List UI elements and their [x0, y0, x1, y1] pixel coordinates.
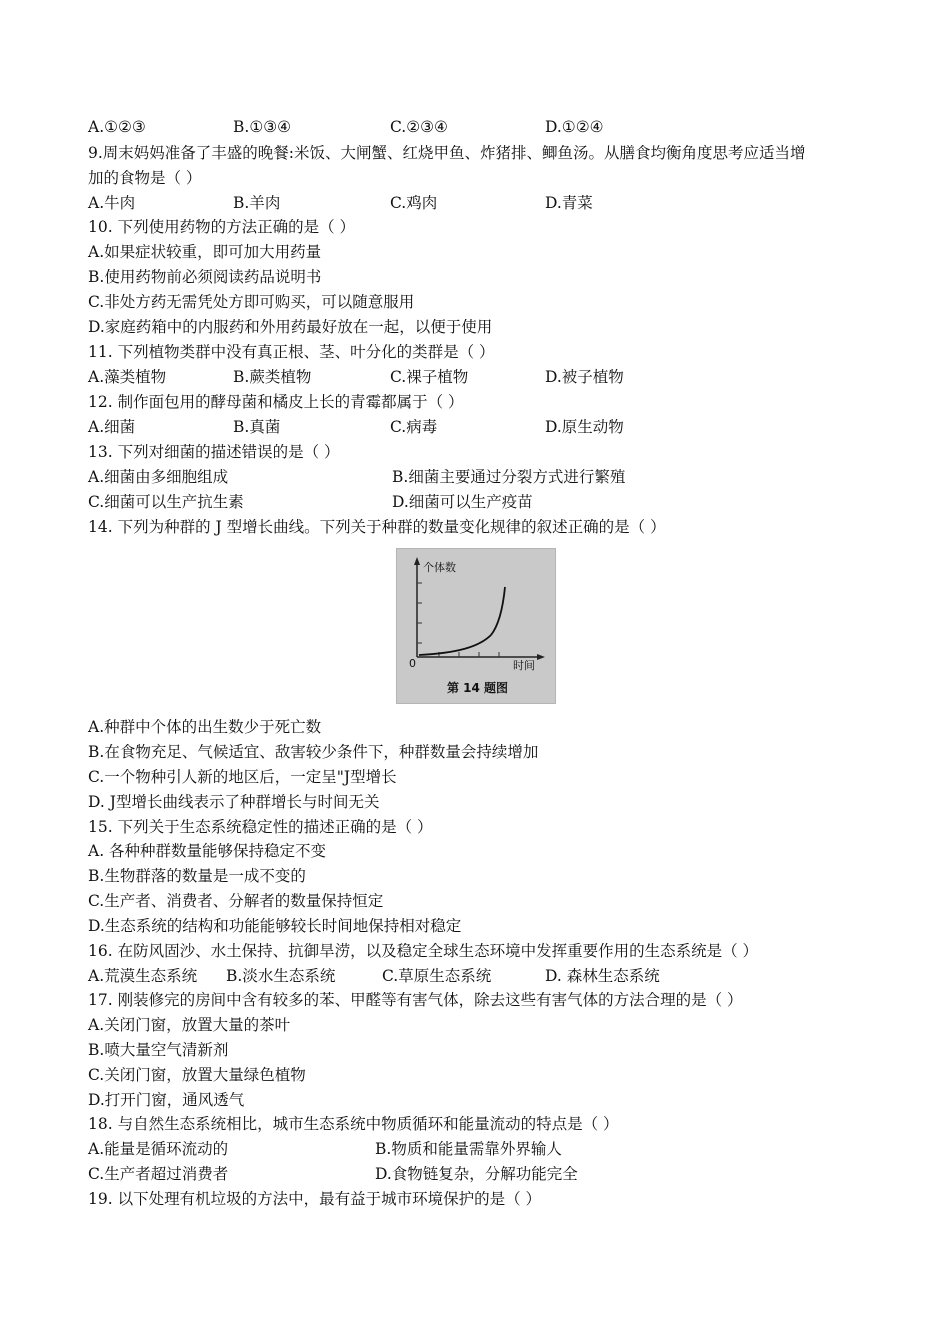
q8-option-a: A.①②③	[88, 118, 146, 136]
q11-option-a: A.藻类植物	[88, 368, 167, 386]
q14-option-c: C.一个物种引人新的地区后，一定呈"J型增长	[88, 768, 397, 786]
q17-option-b: B.喷大量空气清新剂	[88, 1041, 229, 1059]
q16-option-b: B.淡水生态系统	[226, 967, 336, 985]
q12-option-c: C.病毒	[390, 418, 438, 436]
q13-option-c: C.细菌可以生产抗生素	[88, 493, 244, 511]
q16-option-a: A.荒漠生态系统	[88, 967, 198, 985]
y-axis-arrow	[414, 557, 420, 565]
q18-option-d: D.食物链复杂，分解功能完全	[375, 1165, 578, 1183]
q9-option-a: A.牛肉	[88, 194, 136, 212]
q12-option-b: B.真菌	[233, 418, 281, 436]
q11-option-d: D.被子植物	[545, 368, 624, 386]
y-axis-label: 个体数	[423, 561, 456, 574]
q11-stem: 11. 下列植物类群中没有真正根、茎、叶分化的类群是（ ）	[88, 343, 495, 361]
q13-option-a: A.细菌由多细胞组成	[88, 468, 229, 486]
q12-option-d: D.原生动物	[545, 418, 624, 436]
q16-stem: 16. 在防风固沙、水土保持、抗御旱涝，以及稳定全球生态环境中发挥重要作用的生态系统是（ ）	[88, 942, 759, 960]
q15-option-c: C.生产者、消费者、分解者的数量保持恒定	[88, 892, 384, 910]
q18-option-a: A.能量是循环流动的	[88, 1140, 229, 1158]
q14-option-a: A.种群中个体的出生数少于死亡数	[88, 718, 322, 736]
origin-label: 0	[409, 657, 416, 670]
q10-option-b: B.使用药物前必须阅读药品说明书	[88, 268, 322, 286]
q17-option-c: C.关闭门窗，放置大量绿色植物	[88, 1066, 306, 1084]
q15-option-b: B.生物群落的数量是一成不变的	[88, 867, 306, 885]
q15-option-d: D.生态系统的结构和功能能够较长时间地保持相对稳定	[88, 917, 462, 935]
x-axis-label: 时间	[513, 659, 535, 672]
q10-option-a: A.如果症状较重，即可加大用药量	[88, 243, 322, 261]
q10-stem: 10. 下列使用药物的方法正确的是（ ）	[88, 218, 356, 236]
q14-figure	[396, 548, 556, 704]
q10-option-c: C.非处方药无需凭处方即可购买，可以随意服用	[88, 293, 415, 311]
q11-option-c: C.裸子植物	[390, 368, 469, 386]
q18-stem: 18. 与自然生态系统相比，城市生态系统中物质循环和能量流动的特点是（ ）	[88, 1115, 619, 1133]
q13-stem: 13. 下列对细菌的描述错误的是（ ）	[88, 443, 340, 461]
q14-stem: 14. 下列为种群的 J 型增长曲线。下列关于种群的数量变化规律的叙述正确的是（ ）	[88, 518, 666, 536]
q9-option-d: D.青菜	[545, 194, 593, 212]
j-growth-curve	[419, 587, 505, 655]
q9-stem-line-1: 9.周末妈妈准备了丰盛的晚餐:米饭、大闸蟹、红烧甲鱼、炸猪排、鲫鱼汤。从膳食均衡角度思考应适当增	[88, 144, 806, 162]
q9-option-b: B.羊肉	[233, 194, 281, 212]
q9-option-c: C.鸡肉	[390, 194, 438, 212]
q13-option-b: B.细菌主要通过分裂方式进行繁殖	[392, 468, 626, 486]
q9-stem-line-2: 加的食物是（ ）	[88, 169, 202, 187]
q17-option-a: A.关闭门窗，放置大量的茶叶	[88, 1016, 291, 1034]
q19-stem: 19. 以下处理有机垃圾的方法中，最有益于城市环境保护的是（ ）	[88, 1190, 542, 1208]
q10-option-d: D.家庭药箱中的内服药和外用药最好放在一起，以便于使用	[88, 318, 493, 336]
q11-option-b: B.蕨类植物	[233, 368, 312, 386]
q18-option-b: B.物质和能量需靠外界输人	[375, 1140, 562, 1158]
figure-caption: 第 14 题图	[447, 681, 509, 695]
population-growth-graph	[397, 549, 555, 703]
q17-option-d: D.打开门窗，通风透气	[88, 1091, 245, 1109]
q14-option-b: B.在食物充足、气候适宜、敌害较少条件下，种群数量会持续增加	[88, 743, 539, 761]
q8-option-b: B.①③④	[233, 118, 292, 136]
x-axis-arrow	[537, 654, 545, 660]
q16-option-c: C.草原生态系统	[382, 967, 492, 985]
q12-option-a: A.细菌	[88, 418, 136, 436]
q16-option-d: D. 森林生态系统	[545, 967, 660, 985]
q8-option-d: D.①②④	[545, 118, 604, 136]
q8-option-c: C.②③④	[390, 118, 448, 136]
q13-option-d: D.细菌可以生产疫苗	[392, 493, 533, 511]
q12-stem: 12. 制作面包用的酵母菌和橘皮上长的青霉都属于（ ）	[88, 393, 464, 411]
q14-option-d: D. J型增长曲线表示了种群增长与时间无关	[88, 793, 380, 811]
q15-option-a: A. 各种种群数量能够保持稳定不变	[88, 842, 327, 860]
q17-stem: 17. 刚装修完的房间中含有较多的苯、甲醛等有害气体，除去这些有害气体的方法合理的是（ ）	[88, 991, 743, 1009]
q18-option-c: C.生产者超过消费者	[88, 1165, 229, 1183]
q15-stem: 15. 下列关于生态系统稳定性的描述正确的是（ ）	[88, 818, 433, 836]
